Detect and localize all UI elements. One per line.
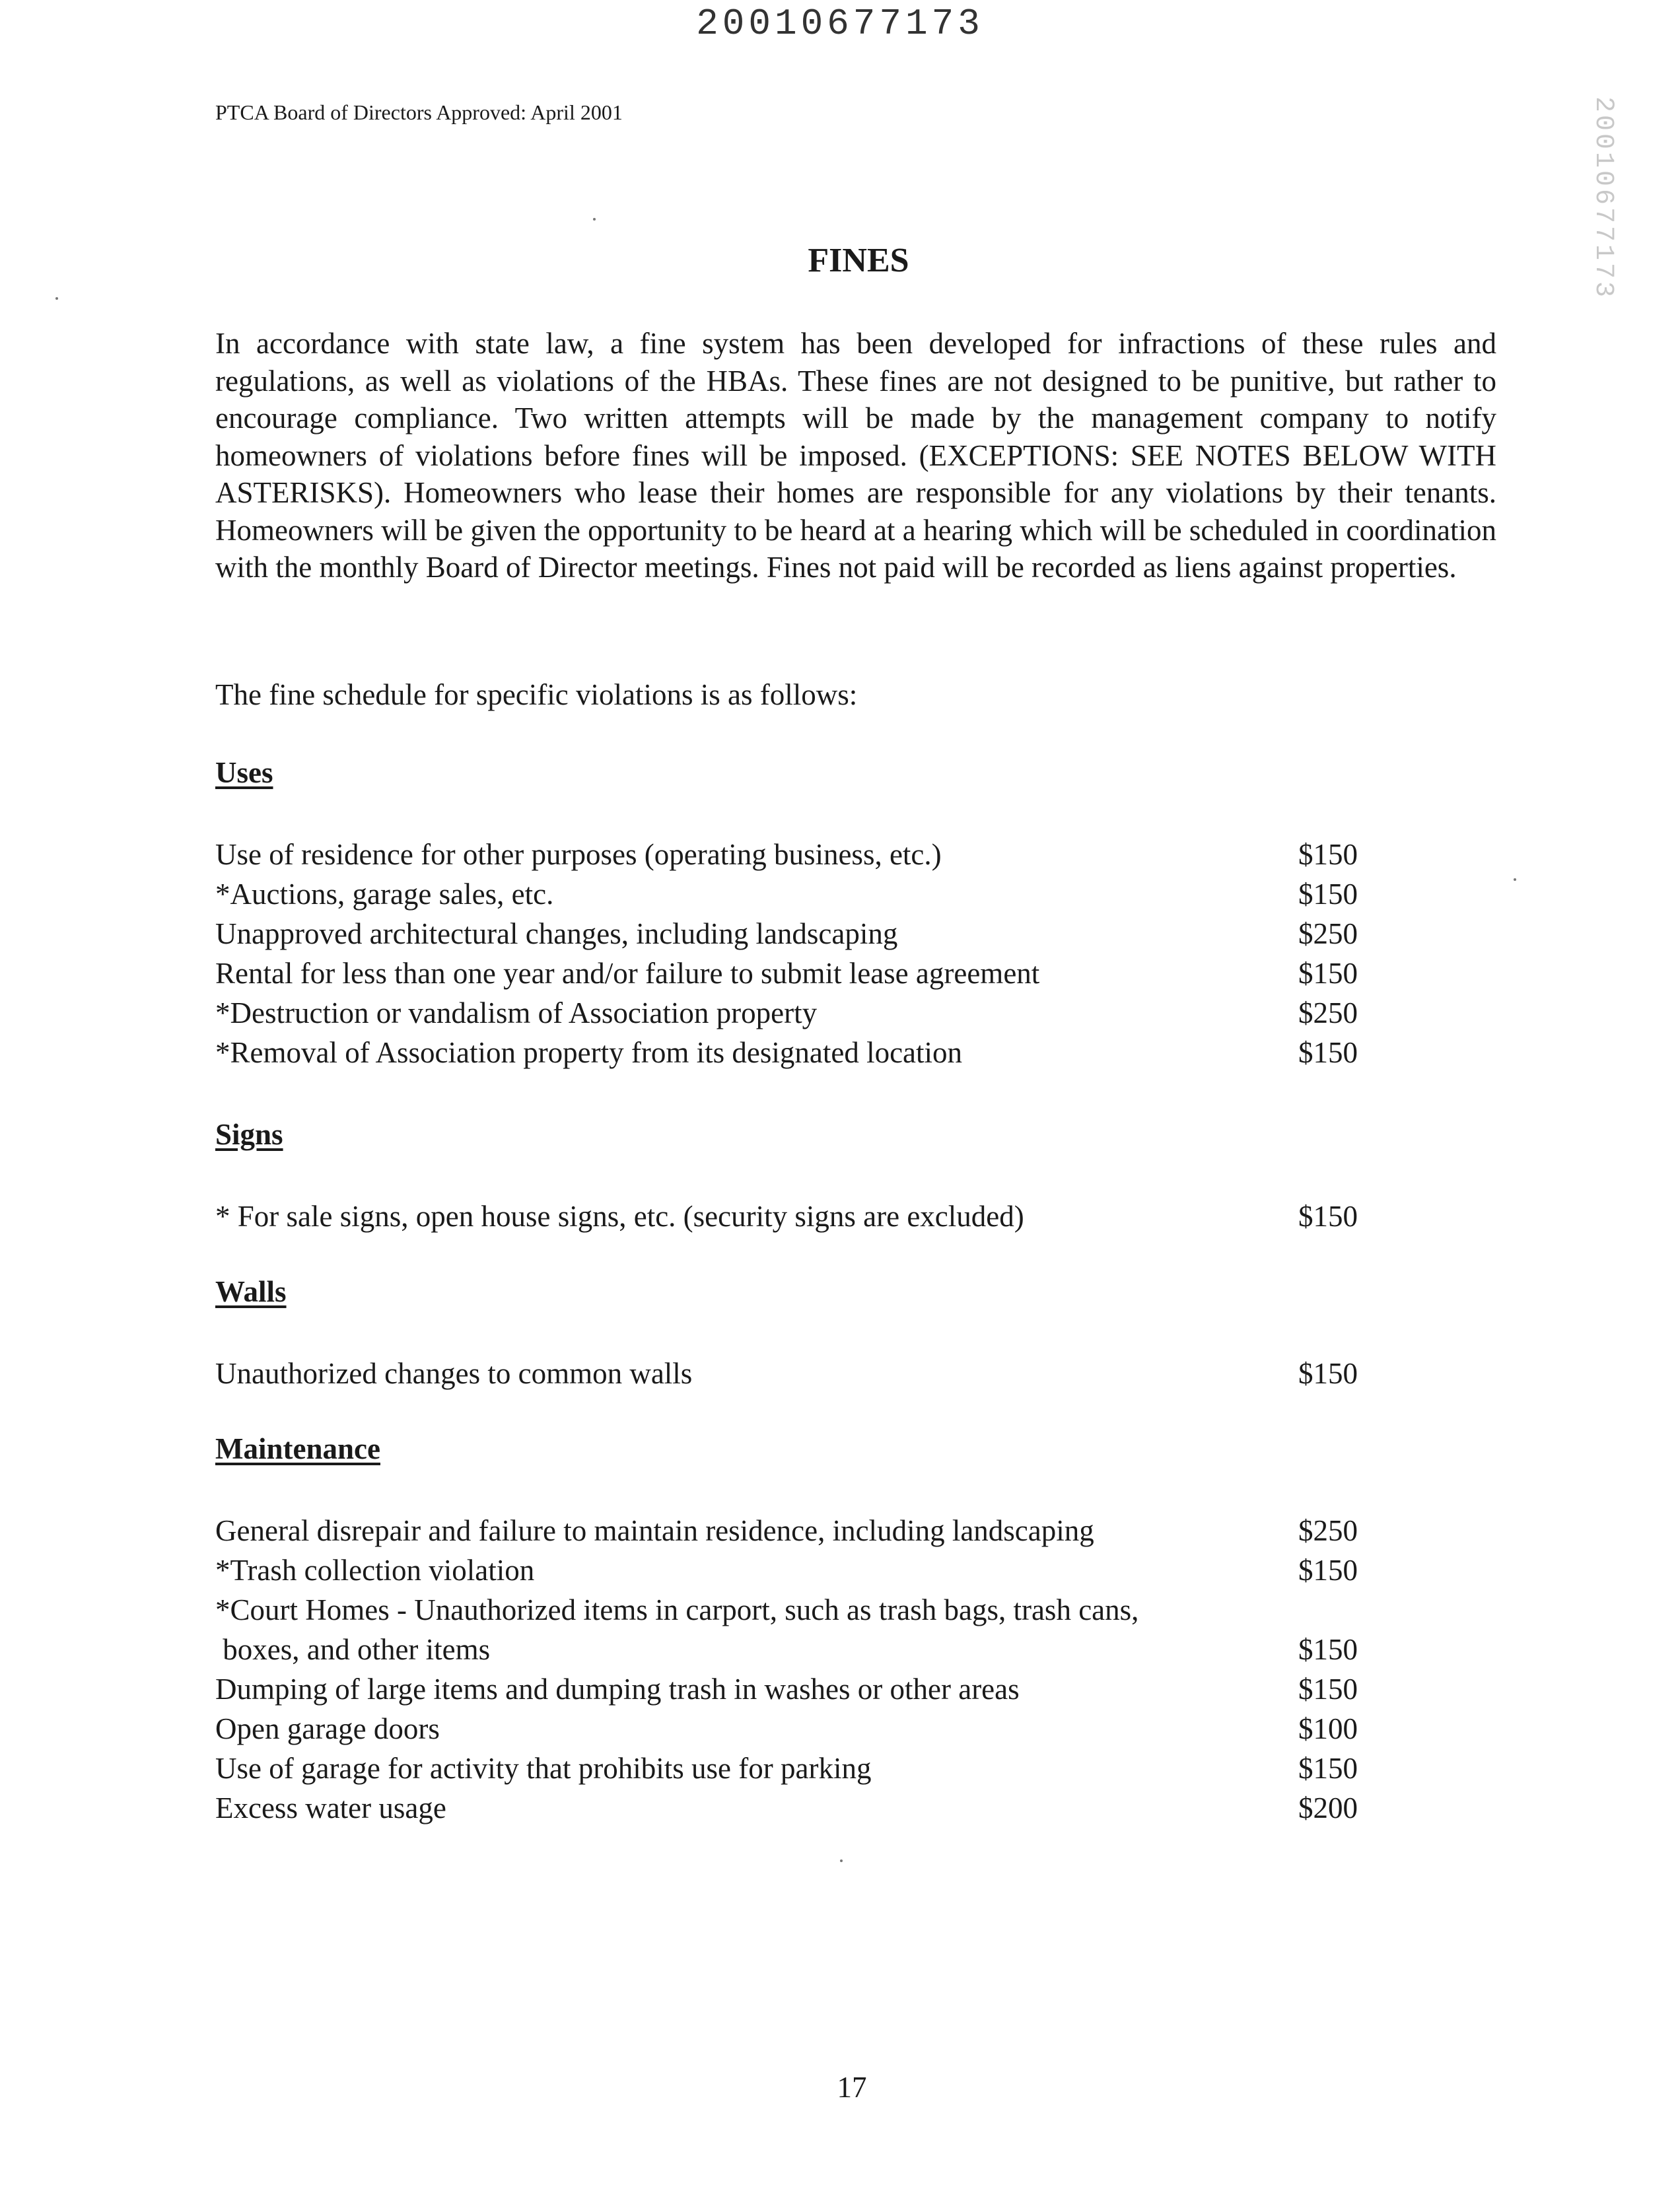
fine-amount: $150	[1298, 1357, 1358, 1390]
scan-speck	[1514, 878, 1516, 881]
fine-amount: $100	[1298, 1712, 1358, 1745]
fine-row	[215, 914, 1378, 954]
fine-row	[215, 1709, 1378, 1749]
section-heading: Signs	[215, 1118, 283, 1151]
fine-description: *Removal of Association property from its designated location	[215, 1036, 963, 1069]
fine-row	[215, 1354, 1378, 1393]
fine-row	[215, 1788, 1378, 1828]
fine-row	[215, 954, 1378, 993]
fine-description: Dumping of large items and dumping trash in washes or other areas	[215, 1673, 1020, 1706]
approval-note: PTCA Board of Directors Approved: April 2001	[215, 100, 623, 124]
fine-amount: $150	[1298, 1673, 1358, 1706]
section-uses	[215, 754, 1378, 1072]
section-heading: Uses	[215, 756, 273, 789]
fine-list	[215, 1354, 1378, 1393]
fine-description: General disrepair and failure to maintain residence, including landscaping	[215, 1514, 1094, 1547]
fine-row	[215, 1590, 1378, 1630]
section-signs	[215, 1116, 1378, 1236]
fine-description: Use of residence for other purposes (operating business, etc.)	[215, 838, 942, 871]
fine-description: * For sale signs, open house signs, etc. (security signs are excluded)	[215, 1200, 1024, 1233]
fine-row	[215, 835, 1378, 874]
scan-speck	[840, 1859, 843, 1862]
fine-amount: $150	[1298, 878, 1358, 911]
fine-description: Rental for less than one year and/or failure to submit lease agreement	[215, 957, 1040, 990]
fine-description: *Court Homes - Unauthorized items in carport, such as trash bags, trash cans,	[215, 1593, 1139, 1626]
fine-amount: $250	[1298, 1514, 1358, 1547]
fine-row	[215, 1669, 1378, 1709]
fine-description: Excess water usage	[215, 1791, 446, 1824]
fine-amount: $150	[1298, 838, 1358, 871]
scan-speck	[593, 218, 596, 221]
schedule-intro: The fine schedule for specific violations is as follows:	[215, 678, 858, 711]
fine-row	[215, 1511, 1378, 1550]
document-number: 20010677173	[696, 3, 984, 45]
section-heading: Walls	[215, 1275, 287, 1308]
fine-amount: $150	[1298, 957, 1358, 990]
fine-description: Use of garage for activity that prohibits use for parking	[215, 1752, 872, 1785]
scan-speck	[55, 297, 58, 300]
fine-row	[215, 1550, 1378, 1590]
fine-list	[215, 835, 1378, 1072]
fine-amount: $150	[1298, 1554, 1358, 1587]
fine-list	[215, 1511, 1378, 1828]
fine-amount: $150	[1298, 1752, 1358, 1785]
fine-amount: $150	[1298, 1633, 1358, 1666]
fine-description: *Trash collection violation	[215, 1554, 535, 1587]
section-maintenance	[215, 1430, 1378, 1828]
fine-description: boxes, and other items	[215, 1633, 491, 1666]
fine-row	[215, 1197, 1378, 1236]
fine-description: *Auctions, garage sales, etc.	[215, 878, 554, 911]
section-walls	[215, 1273, 1378, 1393]
fine-row	[215, 1033, 1378, 1072]
fine-amount: $250	[1298, 996, 1358, 1029]
fine-amount: $150	[1298, 1036, 1358, 1069]
fine-amount: $200	[1298, 1791, 1358, 1824]
fine-row	[215, 1749, 1378, 1788]
fine-description: *Destruction or vandalism of Association property	[215, 996, 818, 1029]
fine-description: Open garage doors	[215, 1712, 440, 1745]
side-stamp: 20010677173	[1588, 96, 1618, 300]
page-number: 17	[837, 2071, 867, 2104]
fine-row	[215, 993, 1378, 1033]
intro-paragraph: In accordance with state law, a fine system has been developed for infractions of these rules and regulations, as well as violations of the HBAs. These fines are not designed to be punitive, but rather to encourage compliance. Two written attempts will be made by the management company to notify homeowners of violations before fines will be imposed. (EXCEPTIONS: SEE NOTES BELOW WITH ASTERISKS). Homeowners who lease their homes are responsible for any violations by their tenants. Homeowners will be given the opportunity to be heard at a hearing which will be scheduled in coordination with the monthly Board of Director meetings. Fines not paid will be recorded as liens against properties.	[215, 327, 1496, 584]
fine-row	[215, 1630, 1378, 1669]
fine-amount: $150	[1298, 1200, 1358, 1233]
fine-description: Unapproved architectural changes, including landscaping	[215, 917, 898, 950]
page-title: FINES	[808, 242, 909, 279]
fine-description: Unauthorized changes to common walls	[215, 1357, 693, 1390]
fine-list	[215, 1197, 1378, 1236]
fine-amount: $250	[1298, 917, 1358, 950]
fine-row	[215, 874, 1378, 914]
section-heading: Maintenance	[215, 1432, 380, 1465]
